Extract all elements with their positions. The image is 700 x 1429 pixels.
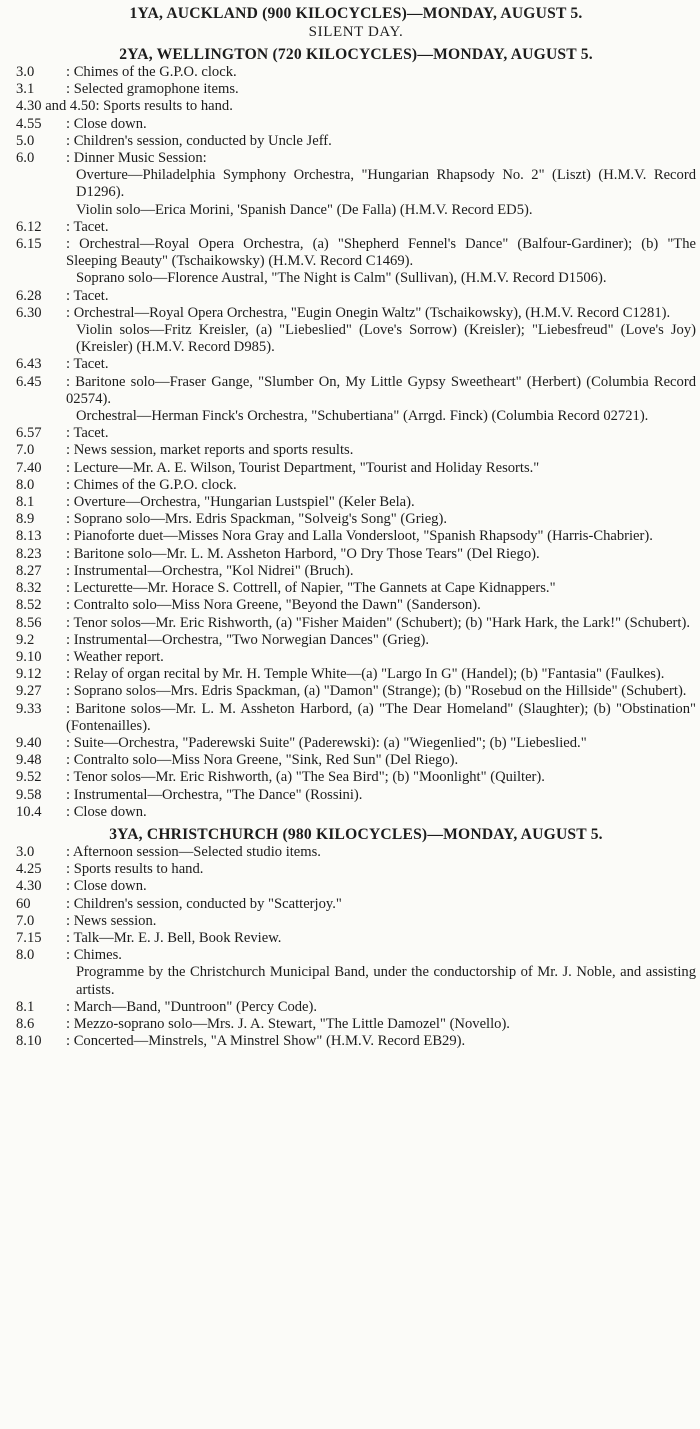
programme-entry [16,167,696,201]
entry-time: 60 [16,895,31,912]
entry-text: Soprano solo—Florence Austral, "The Night is Calm" (Sullivan), (H.M.V. Record D1506). [76,270,607,287]
entry-text: : Soprano solos—Mrs. Edris Spackman, (a) "Damon" (Strange); (b) "Rosebud on the Hillside" (Schubert). [66,683,687,700]
programme-entry [16,116,696,133]
entry-text: : Instrumental—Orchestra, "Kol Nidrei" (Bruch). [66,562,354,579]
entry-text: : Baritone solo—Fraser Gange, "Slumber On, My Little Gypsy Sweetheart" (Herbert) (Columbia Record 02574). [66,373,696,407]
entry-text: : Overture—Orchestra, "Hungarian Lustspiel" (Keler Bela). [66,494,415,511]
entry-text: : Children's session, conducted by "Scatterjoy." [66,895,342,912]
entry-text: : Sports results to hand. [66,861,204,878]
programme-entry [16,133,696,150]
programme-entry [16,752,696,769]
entry-text: : Pianoforte duet—Misses Nora Gray and Lalla Vondersloot, "Spanish Rhapsody" (Harris-Chabrier). [66,528,653,545]
station-heading: 1YA, AUCKLAND (900 KILOCYCLES)—MONDAY, AUGUST 5. [129,5,583,22]
programme-entry [16,896,696,913]
programme-entry [16,288,696,305]
entry-text: : News session. [66,912,157,929]
entry-time: 3.0 [16,64,35,80]
entry-text: : Tenor solos—Mr. Eric Rishworth, (a) "Fisher Maiden" (Schubert); (b) "Hark Hark, the Lark!" (Schubert). [66,614,690,631]
entry-text: : Soprano solo—Mrs. Edris Spackman, "Solveig's Song" (Grieg). [66,511,447,528]
entry-time: 8.13 [16,528,42,545]
programme-entry [16,202,696,219]
entry-time: 8.23 [16,545,42,562]
entry-text: : Dinner Music Session: [66,150,207,167]
programme-entry [16,563,696,580]
entry-time: 3.1 [16,81,35,98]
entry-time: 6.28 [16,287,42,304]
entry-text: : March—Band, "Duntroon" (Percy Code). [66,998,318,1015]
entry-text: : Close down. [66,878,147,895]
entry-text: : Chimes of the G.P.O. clock. [66,64,237,80]
entry-text: : Afternoon session—Selected studio items. [66,843,321,860]
entry-time: 6.43 [16,356,42,373]
entry-text: : Relay of organ recital by Mr. H. Temple White—(a) "Largo In G" (Handel); (b) "Fantasia" (Faulkes). [66,666,665,683]
entry-time: 4.55 [16,115,42,132]
entry-time: 4.30 and 4.50 [16,98,96,115]
programme-entry [16,804,696,821]
programme-entry [16,442,696,459]
programme-entry [16,374,696,408]
programme-entry [16,81,696,98]
programme-entry [16,735,696,752]
entry-text: Orchestral—Herman Finck's Orchestra, "Schubertiana" (Arrgd. Finck) (Columbia Record 02721). [76,408,649,425]
programme-entry [16,649,696,666]
entry-text: : Concerted—Minstrels, "A Minstrel Show" (H.M.V. Record EB29). [66,1033,466,1050]
entry-text: : Tacet. [66,425,109,442]
programme-entry [16,460,696,477]
entry-time: 8.0 [16,476,35,493]
entry-time: 6.45 [16,373,42,390]
entry-text: : Chimes of the G.P.O. clock. [66,476,237,493]
entry-text: : Suite—Orchestra, "Paderewski Suite" (Paderewski): (a) "Wiegenlied"; (b) "Liebeslied." [66,734,587,751]
entry-time: 8.1 [16,998,35,1015]
entry-text: : Tacet. [66,356,109,373]
entry-text: : Chimes. [66,947,122,964]
entry-text: : Talk—Mr. E. J. Bell, Book Review. [66,929,282,946]
entry-time: 6.30 [16,304,42,321]
entry-text: : Contralto solo—Miss Nora Greene, "Sink, Red Sun" (Del Riego). [66,752,459,769]
entry-text: : Orchestral—Royal Opera Orchestra, "Eugin Onegin Waltz" (Tschaikowsky), (H.M.V. Record C1281). [66,304,671,321]
entry-time: 7.0 [16,442,35,459]
entry-text: : Tenor solos—Mr. Eric Rishworth, (a) "The Sea Bird"; (b) "Moonlight" (Quilter). [66,769,545,786]
station-section [16,4,696,41]
entry-time: 9.33 [16,700,42,717]
entry-text: : Baritone solo—Mr. L. M. Assheton Harbord, "O Dry Those Tears" (Del Riego). [66,545,540,562]
entry-time: 8.56 [16,614,42,631]
programme-entry [16,511,696,528]
entry-time: 5.0 [16,132,35,149]
programme-entry [16,1033,696,1050]
programme-entry [16,477,696,494]
entry-text: : Lecturette—Mr. Horace S. Cottrell, of Napier, "The Gannets at Cape Kidnappers." [66,580,556,597]
entry-time: 8.6 [16,1015,35,1032]
entry-time: 6.12 [16,218,42,235]
station-heading: 3YA, CHRISTCHURCH (980 KILOCYCLES)—MONDAY, AUGUST 5. [109,825,603,843]
station-subheading: SILENT DAY. [308,24,404,40]
programme-entry [16,219,696,236]
programme-entry [16,408,696,425]
programme-entry [16,356,696,373]
entry-time: 9.10 [16,648,42,665]
programme-entry [16,666,696,683]
entry-text: Violin solos—Fritz Kreisler, (a) "Liebeslied" (Love's Sorrow) (Kreisler); "Liebesfreud" (Love's Joy) (Kreisler) (H.M.V. Record D985). [76,322,696,356]
entry-time: 6.15 [16,236,42,253]
programme-entry [16,597,696,614]
entry-time: 9.2 [16,631,35,648]
programme-entry [16,150,696,167]
programme-entry [16,580,696,597]
entry-time: 8.52 [16,597,42,614]
entry-text: Overture—Philadelphia Symphony Orchestra, "Hungarian Rhapsody No. 2" (Liszt) (H.M.V. Record D1296). [76,167,696,201]
entry-time: 8.9 [16,511,35,528]
entry-time: 6.0 [16,150,35,167]
station-heading: 2YA, WELLINGTON (720 KILOCYCLES)—MONDAY, AUGUST 5. [119,46,593,63]
entry-time: 8.0 [16,947,35,964]
programme-entry [16,913,696,930]
entry-time: 9.48 [16,752,42,769]
entry-text: : Weather report. [66,648,164,665]
programme-entry [16,683,696,700]
station-section [16,825,696,1050]
programme-entry [16,236,696,270]
programme-entry [16,861,696,878]
entry-time: 8.32 [16,580,42,597]
entry-text: : Tacet. [66,287,109,304]
entry-text: : Children's session, conducted by Uncle Jeff. [66,132,332,149]
programme-entry [16,769,696,786]
entry-time: 4.30 [16,878,42,895]
entry-text: : Lecture—Mr. A. E. Wilson, Tourist Department, "Tourist and Holiday Resorts." [66,459,540,476]
entry-time: 8.27 [16,562,42,579]
entry-text: : Contralto solo—Miss Nora Greene, "Beyond the Dawn" (Sanderson). [66,597,481,614]
entry-time: 9.58 [16,786,42,803]
entry-text: : Baritone solos—Mr. L. M. Assheton Harbord, (a) "The Dear Homeland" (Slaughter); (b) "Obstination" (Fontenailles). [66,700,696,734]
programme-entry [16,947,696,964]
entry-time: 9.12 [16,666,42,683]
entry-text: : Tacet. [66,218,109,235]
station-section [16,45,696,821]
programme-entry [16,999,696,1016]
programme-entry [16,632,696,649]
programme-entry [16,425,696,442]
programme-entry [16,322,696,356]
programme-entry [16,494,696,511]
programme-entry [16,98,696,115]
entry-time: 7.40 [16,459,42,476]
programme-entry [16,930,696,947]
entry-text: : Instrumental—Orchestra, "The Dance" (Rossini). [66,786,363,803]
entry-text: : Mezzo-soprano solo—Mrs. J. A. Stewart, "The Little Damozel" (Novello). [66,1015,510,1032]
entry-time: 7.15 [16,929,42,946]
entry-time: 3.0 [16,843,35,860]
programme-entry [16,270,696,287]
programme-entry [16,305,696,322]
entry-text: Programme by the Christchurch Municipal Band, under the conductorship of Mr. J. Noble, and assisting artists. [76,964,696,998]
entry-text: : Selected gramophone items. [66,81,239,98]
entry-text: : Orchestral—Royal Opera Orchestra, (a) "Shepherd Fennel's Dance" (Balfour-Gardiner); (b) "The Sleeping Beauty" (Tschaikowsky) (H.M.V. Record C1469). [66,236,696,270]
programme-entry [16,546,696,563]
entry-text: : Sports results to hand. [95,98,233,115]
entry-time: 8.10 [16,1033,42,1050]
entry-time: 8.1 [16,494,35,511]
entry-time: 9.52 [16,769,42,786]
entry-time: 7.0 [16,912,35,929]
programme-entry [16,1016,696,1033]
entry-text: : Close down. [66,803,147,820]
programme-entry [16,615,696,632]
programme-entry [16,64,696,81]
entry-time: 9.40 [16,734,42,751]
programme-entry [16,964,696,998]
entry-text: : News session, market reports and sports results. [66,442,354,459]
programme-entry [16,787,696,804]
entry-text: : Instrumental—Orchestra, "Two Norwegian Dances" (Grieg). [66,631,430,648]
entry-time: 4.25 [16,861,42,878]
entry-text: : Close down. [66,115,147,132]
programme-entry [16,844,696,861]
programme-entry [16,878,696,895]
programme-entry [16,701,696,735]
entry-time: 9.27 [16,683,42,700]
programme-entry [16,528,696,545]
entry-time: 6.57 [16,425,42,442]
entry-text: Violin solo—Erica Morini, 'Spanish Dance" (De Falla) (H.M.V. Record ED5). [76,201,533,218]
entry-time: 10.4 [16,803,42,820]
